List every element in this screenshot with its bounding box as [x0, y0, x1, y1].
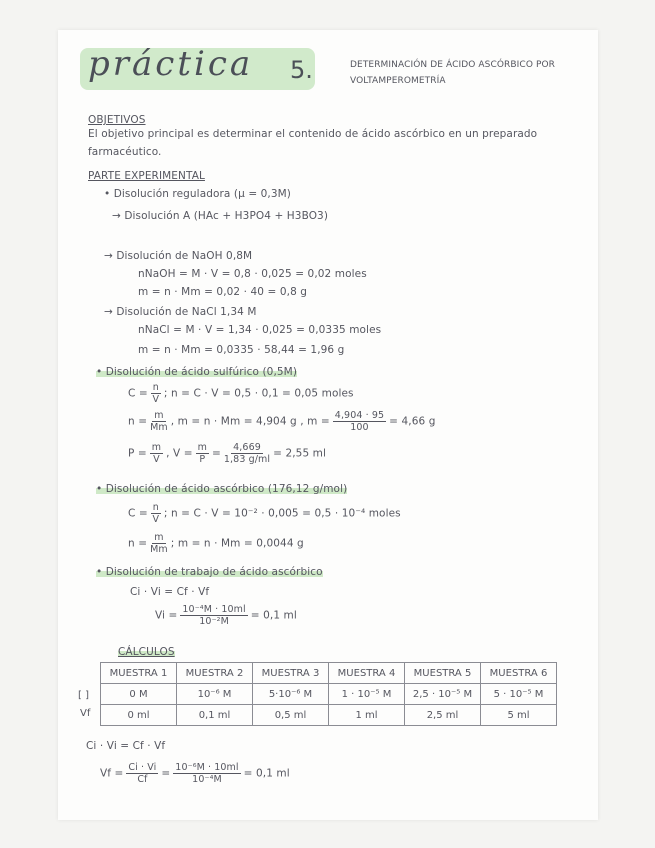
objetivos-heading: OBJETIVOS — [88, 114, 146, 126]
naoh-mass-line: m = n · Mm = 0,02 · 40 = 0,8 g — [138, 286, 308, 298]
solution-a-line: → Disolución A (HAc + H3PO4 + H3BO3) — [112, 210, 329, 222]
calculations-table — [100, 662, 557, 726]
subtitle-line-2: VOLTAMPEROMETRÍA — [350, 76, 446, 86]
sulfuric-mass-line: n = $\frac{m}{Mm}$ , m = n · Mm = 4,904 g , m = $\frac{4,904 \cdot 95}{100}$ = 4,66 g — [128, 410, 436, 433]
practice-number: 5. — [290, 56, 313, 84]
vi-calculation: Vi = $\frac{\text{10⁻⁴M · 10ml}}{\text{10⁻²M}}$ = 0,1 ml — [155, 604, 297, 627]
ascorbic-mass-line: n = $\frac{m}{Mm}$ ; m = n · Mm = 0,0044 g — [128, 532, 304, 555]
objetivos-line-1: El objetivo principal es determinar el contenido de ácido ascórbico en un preparado — [88, 128, 538, 140]
practice-title: práctica — [88, 44, 254, 84]
ascorbic-solution-line: • Disolución de ácido ascórbico (176,12 g/mol) — [96, 483, 348, 495]
table-row: 0 M 10⁻⁶ M 5·10⁻⁶ M 1 · 10⁻⁵ M 2,5 · 10⁻⁵ M 5 · 10⁻⁵ M — [101, 684, 557, 705]
naoh-moles-line: nNaOH = M · V = 0,8 · 0,025 = 0,02 moles — [138, 268, 367, 280]
sulfuric-solution-line: • Disolución de ácido sulfúrico (0,5M) — [96, 366, 298, 378]
parte-heading: PARTE EXPERIMENTAL — [88, 170, 205, 182]
table-row: MUESTRA 1 MUESTRA 2 MUESTRA 3 MUESTRA 4 MUESTRA 5 MUESTRA 6 — [101, 663, 557, 684]
naoh-solution-line: → Disolución de NaOH 0,8M — [104, 250, 253, 262]
final-dilution-equation: Ci · Vi = Cf · Vf — [86, 740, 166, 752]
nacl-mass-line: m = n · Mm = 0,0335 · 58,44 = 1,96 g — [138, 344, 345, 356]
subtitle-line-1: DETERMINACIÓN DE ÁCIDO ASCÓRBICO POR — [350, 60, 556, 70]
objetivos-line-2: farmacéutico. — [88, 146, 162, 158]
nacl-solution-line: → Disolución de NaCl 1,34 M — [104, 306, 257, 318]
working-solution-line: • Disolución de trabajo de ácido ascórbico — [96, 566, 323, 578]
dilution-equation: Ci · Vi = Cf · Vf — [130, 586, 210, 598]
row-label-volume: Vf — [80, 708, 91, 719]
ascorbic-conc-line: C = $\frac{n}{V}$ ; n = C · V = 10⁻² · 0,005 = 0,5 · 10⁻⁴ moles — [128, 502, 401, 525]
sulfuric-conc-line: C = $\frac{n}{V}$ ; n = C · V = 0,5 · 0,1 = 0,05 moles — [128, 382, 354, 405]
row-label-concentration: [ ] — [78, 690, 89, 701]
buffer-solution-line: • Disolución reguladora (μ = 0,3M) — [104, 188, 292, 200]
vf-calculation: Vf = $\frac{Ci \cdot Vi}{Cf}$ = $\frac{\text{10⁻⁶M · 10ml}}{\text{10⁻⁴M}}$ = 0,1 ml — [100, 762, 290, 785]
calculos-heading: CÁLCULOS — [118, 646, 175, 658]
sulfuric-volume-line: P = $\frac{m}{V}$ , V = $\frac{m}{P}$ = $\frac{4,669}{1,83 g/ml}$ = 2,55 ml — [128, 442, 327, 465]
table-row: 0 ml 0,1 ml 0,5 ml 1 ml 2,5 ml 5 ml — [101, 705, 557, 726]
nacl-moles-line: nNaCl = M · V = 1,34 · 0,025 = 0,0335 moles — [138, 324, 382, 336]
